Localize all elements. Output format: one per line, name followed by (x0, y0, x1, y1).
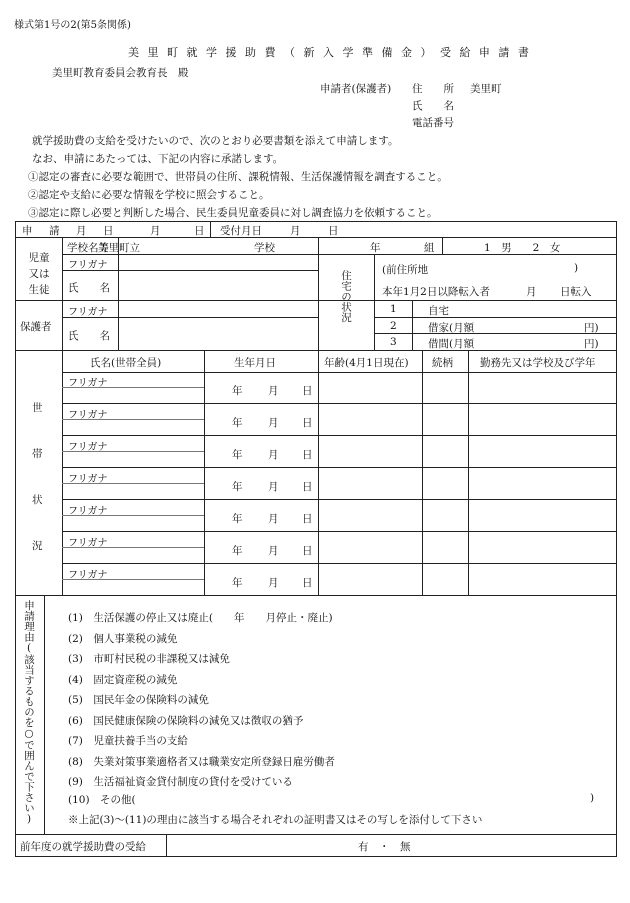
address-label: 住 所 (412, 83, 454, 95)
application-form-page: 様式第1号の2(第5条関係) 美 里 町 就 学 援 助 費 （ 新 入 学 準 備 金 ） 受 給 申 請 書 美里町教育委員会教育長 殿 申請者(保護者) 住 所 美里町 氏 名 電話番号 就学援助費の支給を受けたいので、次のとおり必要書類を添えて申請します。 なお、申請にあたっては、下記の内容に承諾します。 ①認定の審査に必要な範囲で、世帯員の住所、課税情報、生活保護情報を調査すること。 ②認定や支給に必要な情報を学校に照会すること。 ③認定に際し必要と判断した場合、民生委員児童委員に対し調査協力を依頼すること。 申 請 月 日 月 日 受付月日 月 日 児童又は生徒 学校名等 美里町立 学校 年 組 1 男 2 女 フリガナ 氏 名 保護者 フリガナ 氏 名 住宅の状況 (前住所地 ) 本年1月2日以降転入者 月 日転入 1 自宅 2 借家(月額 円) 3 借間(月額 円) 世 帯 状 況 氏名(世帯全員) 生年月日 年齢(4月1日現在) 続柄 勤務先又は学校及び学年 フリガナ 年 月 日 フリガナ 年 月 日 フリガナ 年 月 日 フリガナ 年 月 日 フリガナ 年 月 日 フリガナ 年 月 日 フリガナ 年 月 日 申請理由(該当するものを○で囲んで下さい) (1) 生活保護の停止又は廃止( 年 月停止・廃止) (2) 個人事業税の減免 (3) 市町村民税の非課税又は減免 (4) 固定資産税の減免 (5) 国民年金の保険料の減免 (6) 国民健康保険の保険料の減免又は徴収の猶予 (7) 児童扶養手当の支給 (8) 失業対策事業適格者又は職業安定所登録日雇労働者 (9) 生活福祉資金貸付制度の貸付を受けている (10) その他( ) 前年度の就学援助費の受給 有 ・ 無 ※上記(3)～(11)の理由に該当する場合それぞれの証明書又はその写しを添付して下さい (0, 0, 630, 903)
residence-option-2-label: 借家(月額 (428, 322, 475, 334)
household-header-work: 勤務先又は学校及び学年 (480, 357, 596, 369)
birth-month-label: 月 (268, 417, 279, 429)
birth-month-label: 月 (268, 385, 279, 397)
residence-option-2-no[interactable]: 2 (390, 320, 397, 332)
grade-class: 組 (424, 242, 435, 254)
birth-year-label: 年 (232, 449, 243, 461)
household-furigana-label: フリガナ (68, 378, 108, 389)
birth-month-label: 月 (268, 577, 279, 589)
residence-option-1-no[interactable]: 1 (390, 303, 397, 315)
birth-day-label: 日 (302, 513, 313, 525)
birth-year-label: 年 (232, 513, 243, 525)
birth-day-label: 日 (302, 545, 313, 557)
reason-item-10[interactable]: (10) その他( (68, 794, 136, 806)
birth-day-label: 日 (302, 577, 313, 589)
reason-section-label: 申請理由(該当するものを○で囲んで下さい) (23, 600, 35, 825)
residence-section-label: 住宅の状況 (340, 270, 352, 323)
grade-year: 年 (370, 242, 381, 254)
child-name-label: 氏 名 (68, 282, 110, 294)
consent-item-3: ③認定に際し必要と判断した場合、民生委員児童委員に対し調査協力を依頼すること。 (28, 207, 438, 219)
birth-year-label: 年 (232, 577, 243, 589)
reason-item-4[interactable]: (4) 固定資産税の減免 (68, 673, 178, 686)
residence-option-3-no[interactable]: 3 (390, 336, 397, 348)
household-furigana-label: フリガナ (68, 474, 108, 485)
received-day: 日 (328, 225, 339, 237)
birth-day-label: 日 (302, 417, 313, 429)
school-label: 学校名等 (67, 242, 109, 254)
address-value: 美里町 (470, 83, 502, 95)
birth-month-label: 月 (268, 481, 279, 493)
school-prefix: 美里町立 (98, 242, 140, 254)
consent-item-1: ①認定の審査に必要な範囲で、世帯員の住所、課税情報、生活保護情報を調査すること。 (28, 171, 448, 183)
intro-line-1: 就学援助費の支給を受けたいので、次のとおり必要書類を添えて申請します。 (32, 135, 399, 147)
household-furigana-label: フリガナ (68, 410, 108, 421)
consent-item-2: ②認定や支給に必要な情報を学校に照会すること。 (28, 189, 270, 201)
birth-year-label: 年 (232, 417, 243, 429)
gender-options[interactable]: 1 男 2 女 (484, 242, 561, 254)
residence-option-1-label: 自宅 (428, 305, 449, 317)
birth-year-label: 年 (232, 545, 243, 557)
guardian-name-label: 氏 名 (68, 330, 110, 342)
household-furigana-label: フリガナ (68, 442, 108, 453)
household-furigana-label: フリガナ (68, 538, 108, 549)
received-label: 受付月日 (220, 225, 262, 237)
prior-year-label: 前年度の就学援助費の受給 (20, 841, 146, 853)
form-number: 様式第1号の2(第5条関係) (14, 20, 131, 31)
birth-month-label: 月 (268, 449, 279, 461)
applicant-label: 申請者(保護者) (320, 83, 392, 95)
reason-item-8[interactable]: (8) 失業対策事業適格者又は職業安定所登録日雇労働者 (68, 755, 335, 768)
household-header-relation: 続柄 (432, 357, 453, 369)
reason-item-1[interactable]: (1) 生活保護の停止又は廃止( 年 月停止・廃止) (68, 612, 333, 624)
birth-day-label: 日 (302, 385, 313, 397)
addressee: 美里町教育委員会教育長 殿 (52, 67, 189, 79)
birth-day-label: 日 (302, 449, 313, 461)
previous-address-close: ) (574, 262, 579, 274)
household-header-birth: 生年月日 (234, 357, 276, 369)
guardian-section-label: 保護者 (20, 321, 52, 333)
phone-label: 電話番号 (412, 117, 454, 129)
reason-note: ※上記(3)～(11)の理由に該当する場合それぞれの証明書又はその写しを添付して下さい (68, 814, 483, 826)
name-label: 氏 名 (412, 100, 454, 112)
reason-item-9[interactable]: (9) 生活福祉資金貸付制度の貸付を受けている (68, 776, 293, 788)
transfer-date: 月 日転入 (526, 286, 592, 298)
reason-item-6[interactable]: (6) 国民健康保険の保険料の減免又は徴収の猶予 (68, 714, 304, 727)
received-month: 月 (290, 225, 301, 237)
application-date-label: 申 請 月 日 (22, 225, 117, 237)
birth-month-label: 月 (268, 513, 279, 525)
child-furigana-label: フリガナ (68, 260, 108, 271)
birth-month-label: 月 (268, 545, 279, 557)
prior-year-options[interactable]: 有 ・ 無 (358, 841, 411, 853)
reason-item-3[interactable]: (3) 市町村民税の非課税又は減免 (68, 653, 230, 665)
child-section-label: 児童又は生徒 (28, 252, 50, 296)
transfer-label: 本年1月2日以降転入者 (382, 286, 490, 298)
birth-year-label: 年 (232, 385, 243, 397)
birth-day-label: 日 (302, 481, 313, 493)
residence-option-2-suffix: 円) (584, 322, 599, 334)
birth-year-label: 年 (232, 481, 243, 493)
guardian-furigana-label: フリガナ (68, 307, 108, 318)
household-header-age: 年齢(4月1日現在) (324, 357, 409, 369)
intro-line-2: なお、申請にあたっては、下記の内容に承諾します。 (32, 153, 284, 165)
reason-item-7[interactable]: (7) 児童扶養手当の支給 (68, 735, 188, 747)
residence-option-3-suffix: 円) (584, 338, 599, 350)
reason-item-5[interactable]: (5) 国民年金の保険料の減免 (68, 694, 209, 706)
form-title: 美 里 町 就 学 援 助 費 （ 新 入 学 準 備 金 ） 受 給 申 請 書 (128, 46, 532, 59)
previous-address-label: (前住所地 (382, 264, 429, 276)
reason-item-2[interactable]: (2) 個人事業税の減免 (68, 632, 178, 645)
household-furigana-label: フリガナ (68, 570, 108, 581)
application-month: 月 (150, 225, 161, 237)
household-header-name: 氏名(世帯全員) (90, 357, 162, 369)
household-furigana-label: フリガナ (68, 506, 108, 517)
school-suffix: 学校 (254, 242, 275, 254)
residence-option-3-label: 借間(月額 (428, 338, 475, 350)
reason-item-10-close: ) (590, 792, 595, 804)
application-day: 日 (194, 225, 205, 237)
